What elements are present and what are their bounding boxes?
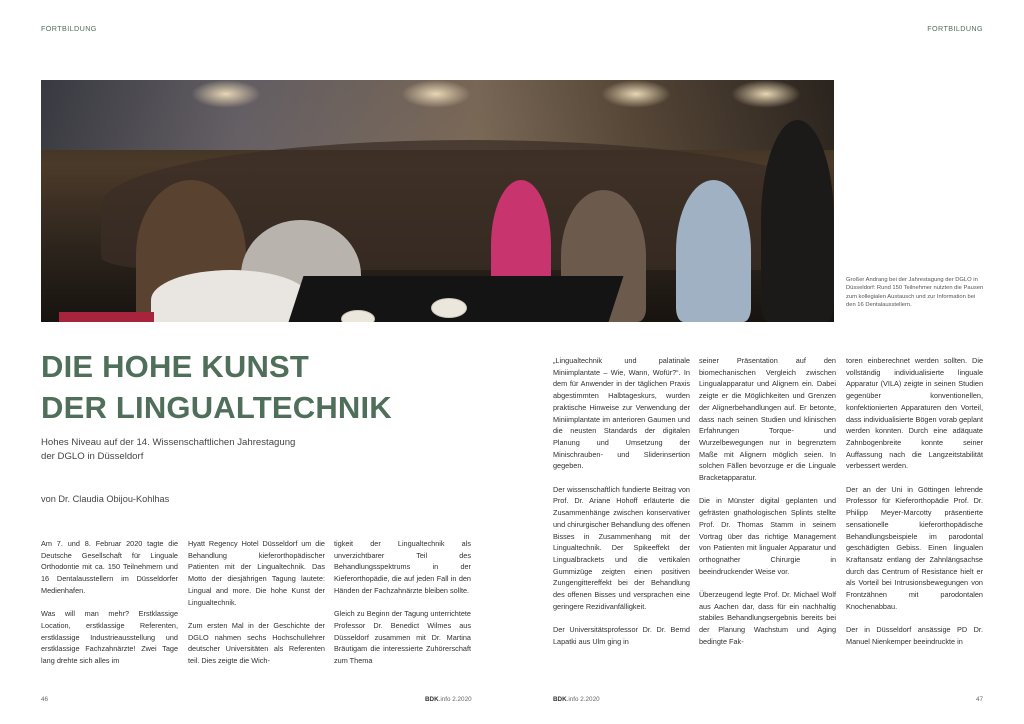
magazine-issue: .info 2.2020: [438, 696, 472, 703]
paragraph: Der an der Uni in Göttingen lehrende Professor für Kieferorthopädie Prof. Dr. Philipp Meyer-Marcotty präsentierte sensationelle kieferorthopädische Behandlungsbeispiele im parodontal geschädigten Gebiss. Einen lingualen Kraftansatz entlang der Zahnlängsachse durch das Centrum of Resistance hielt er als Vorteil bei Intrusionsbewegungen von Frontzähnen mit parodontalen Knochenabbau.: [846, 484, 983, 611]
section-tag-left: FORTBILDUNG: [41, 24, 97, 33]
text-column-5: [699, 355, 836, 659]
section-tag-right: FORTBILDUNG: [927, 24, 983, 33]
magazine-brand: BDK: [553, 696, 567, 703]
article-author: von Dr. Claudia Obijou-Kohlhas: [41, 494, 170, 504]
paragraph: Gleich zu Beginn der Tagung unterrichtete Professor Dr. Benedict Wilmes aus Düsseldorf zusammen mit Dr. Martina Bräutigam die interessierte Zuhörerschaft zum Thema: [334, 609, 471, 666]
text-column-2: [188, 538, 325, 678]
page-number-right: 47: [975, 696, 983, 703]
event-photo: [41, 80, 834, 322]
text-column-6: [846, 355, 983, 659]
text-column-3: [334, 538, 471, 678]
paragraph: tigkeit der Lingualtechnik als unverzichtbarer Teil des Behandlungsspektrums in der Kieferorthopädie, die auf jeden Fall in den Händen der Fachzahnärzte bleiben sollte.: [334, 539, 471, 595]
paragraph: Der Universitätsprofessor Dr. Dr. Bernd Lapatki aus Ulm ging in: [553, 625, 690, 646]
magazine-brand: BDK: [425, 696, 439, 703]
paragraph: seiner Präsentation auf den biomechanischen Vergleich zwischen Lingualapparatur und Alignern ein. Dabei zeigte er die Möglichkeiten und Grenzen der Alignerbehandlungen auf. Er betonte, dass nach seinen Studien und klinischen Erfahrungen Torque- und Wurzelbewegungen nur in begrenztem Maße mit Alignern möglich seien. In solchen Fällen bevorzuge er die Linguale Bracketapparatur.: [699, 356, 836, 483]
paragraph: Der wissenschaftlich fundierte Beitrag von Prof. Dr. Ariane Hohoff erläuterte die Zusammenhänge zwischen konservativer und chirurgischer Behandlung des offenen Bisses in Zusammenhang mit der Lingualtechnik. Der Spikeeffekt der Lingualbrackets und die vertikalen Gummizüge zeigten einen positiven Zungengittereffekt bei der Behandlung des offenen Bisses und versprachen eine geringere Rezidivanfälligkeit.: [553, 484, 690, 611]
paragraph: Überzeugend legte Prof. Dr. Michael Wolf aus Aachen dar, dass für ein nachhaltig stabiles Behandlungsergebnis bereits bei der Planung Wachstum und Aging bedingte Fak-: [699, 590, 836, 646]
paragraph: Zum ersten Mal in der Geschichte der DGLO nahmen sechs Hochschullehrer deutscher Universitäten als Referenten teil. Dies zeigte die Wich-: [188, 620, 325, 666]
paragraph: Was will man mehr? Erstklassige Location, erstklassige Referenten, erstklassige Industrieausstellung und erstklassige Fachzahnärzte! Zwei Tage lang drehte sich alles im: [41, 609, 178, 666]
paragraph: „Lingualtechnik und palatinale Miniimplantate – Wie, Wann, Wofür?“. In dem für Anwender in der täglichen Praxis abgestimmten Halbtageskurs, wurden praktische Hinweise zur Verwendung der Miniimplantate im anterioren Gaumen und die neusten Standards der digitalen Planung und Umsetzung der Minischrauben- und Sliderinsertion gegeben.: [553, 356, 690, 471]
paragraph: Am 7. und 8. Februar 2020 tagte die Deutsche Gesellschaft für Linguale Orthodontie mit ca. 150 Teilnehmern und 16 Dentalausstellern im Düsseldorfer Medienhafen.: [41, 539, 178, 595]
title-line-2: DER LINGUALTECHNIK: [41, 390, 392, 425]
text-column-1: [41, 538, 178, 678]
page-number-left: 46: [41, 696, 49, 703]
title-line-1: DIE HOHE KUNST: [41, 349, 310, 384]
paragraph: Die in Münster digital geplanten und gefrästen gnathologischen Splints stellte Prof. Dr. Thomas Stamm in seinem Vortrag über das richtige Management von Patienten mit lingualer Apparatur und orthognather Chirurgie in beeindruckender Weise vor.: [699, 496, 836, 576]
photo-caption: Großer Andrang bei der Jahrestagung der DGLO in Düsseldorf: Rund 150 Teilnehmer nutzten die Pausen zum kollegialen Austausch und zur Information bei den 16 Dentalausstellern.: [846, 277, 984, 309]
paragraph: Hyatt Regency Hotel Düsseldorf um die Behandlung kieferorthopädischer Patienten mit der Lingualtechnik. Das Motto der diesjährigen Tagung lautete: Lingual and more. Die hohe Kunst der Lingualtechnik.: [188, 539, 325, 607]
article-subtitle: Hohes Niveau auf der 14. Wissenschaftlichen Jahrestagung der DGLO in Düsseldorf: [41, 437, 296, 462]
magazine-issue: .info 2.2020: [566, 696, 600, 703]
paragraph: toren einberechnet werden sollten. Die vollständig individualisierte linguale Apparatur (VILA) zeigte in seinen Studien gegenüber konventionellen, konfektionierten Apparaturen den Vorteil, dass individualisierte Bögen vorab geplant werden konnten. Durch eine adäquate Zahnbogenbreite konnte seiner Auffassung nach die Langzeitstabilität verbessert werden.: [846, 356, 983, 471]
paragraph: Der in Düsseldorf ansässige PD Dr. Manuel Nienkemper beeindruckte in: [846, 625, 983, 646]
magazine-issue-left: [425, 696, 472, 703]
magazine-issue-right: [553, 696, 600, 703]
text-column-4: [553, 355, 690, 659]
article-title: [41, 346, 421, 428]
